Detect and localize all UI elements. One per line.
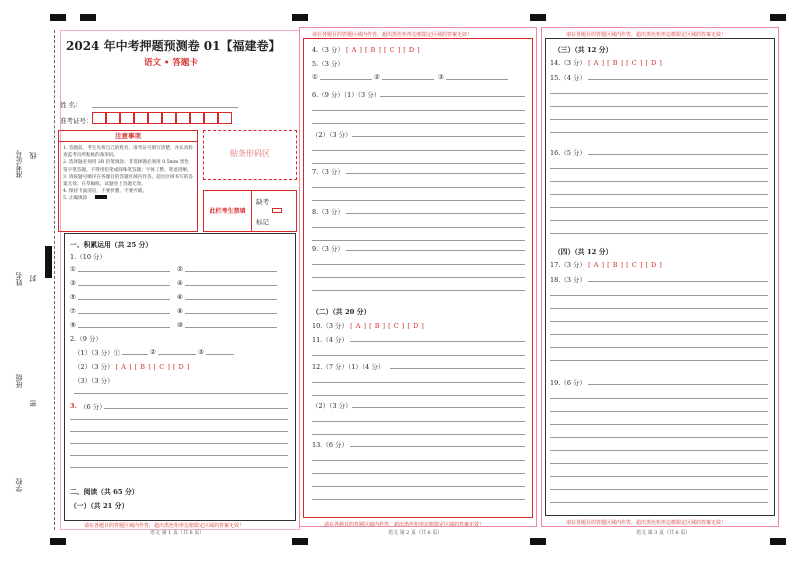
question-label: 5.（3 分） [312,60,344,68]
question-label: ① [312,73,318,81]
question-label: ③ [438,73,444,81]
exam-no-label: 准考证号： [60,117,93,125]
timing-mark [45,262,52,278]
timing-mark [530,538,546,545]
notes-title: 注意事项 [59,131,197,142]
question-number: 3. [70,402,77,410]
question-label: 10.（3 分） [ A ] [ B ] [ C ] [ D ] [312,322,425,330]
question-label: 4.（3 分） [ A ] [ B ] [ C ] [ D ] [312,46,421,54]
question-label: 18.（3 分） [550,276,587,284]
question-label: （2）（3 分） [312,402,352,410]
question-label: （1）（3 分）① [74,349,121,357]
sidebar-name: 姓名 [15,272,23,286]
note-item: 4. 保持卡面清洁，不要折叠、不要弄破。 [63,189,147,195]
warning-text: 请在各题目的答题区域内作答，超出黑色矩形边框限定区域的答案无效！ [566,32,727,38]
question-label: 2.（9 分） [70,335,102,343]
page3-frame [541,27,779,527]
question-label: 7.（3 分） [312,168,344,176]
note-item: 5. 正确填涂 [63,195,193,202]
question-label: （2）（3 分） [ A ] [ B ] [ C ] [ D ] [74,363,190,371]
warning-text: 请在各题目的答题区域内作答，超出黑色矩形边框限定区域的答案无效！ [312,32,473,38]
absent-label: 此栏考生禁填 [204,191,252,231]
question-label: 14.（3 分） [ A ] [ B ] [ C ] [ D ] [550,59,663,67]
barcode-label: 贴条形码区 [230,149,270,158]
page-subtitle: 语文 • 答题卡 [144,58,198,68]
note-item: 2. 选择题必须用 2B 铅笔填涂；非选择题必须用 0.5mm 黑色签字笔答题，不得用铅笔或圆珠笔答题；字体工整、笔迹清晰。 [63,160,192,173]
timing-mark [530,14,546,21]
question-label: 19.（6 分） [550,379,587,387]
timing-mark [292,14,308,21]
timing-mark [770,14,786,21]
question-label: 8.（3 分） [312,208,344,216]
timing-mark [80,14,96,21]
section-heading: （一）（共 21 分） [70,502,129,510]
warning-text: 请在各题目的答题区域内作答，超出黑色矩形边框限定区域的答案无效！ [324,522,485,528]
sidebar-exam-no: 准考证号 [15,150,23,178]
timing-mark [45,246,52,262]
sidebar-secret: 密 [29,400,37,407]
question-label: 12.（7 分）（1）（4 分） [312,363,385,371]
choice-options[interactable]: [ A ] [ B ] [ C ] [ D ] [345,46,421,54]
sidebar-seal: 封 [29,275,37,282]
question-label: （3）（3 分） [74,377,114,385]
binding-line [54,30,55,530]
section-heading: （三）（共 12 分） [554,46,613,54]
page-footer: 语文 第 3 页（共 6 页） [636,530,691,536]
page2-frame [299,27,537,527]
page-footer: 语文 第 2 页（共 6 页） [388,530,443,536]
question-label: 15.（4 分） [550,74,587,82]
timing-mark [770,538,786,545]
question-label: （2）（3 分） [312,131,352,139]
timing-mark [50,14,66,21]
question-label: 11.（4 分） [312,336,349,344]
choice-options[interactable]: [ A ] [ B ] [ C ] [ D ] [350,322,425,330]
question-label: 17.（3 分） [ A ] [ B ] [ C ] [ D ] [550,261,663,269]
question-label: 13.（6 分） [312,441,349,449]
sidebar-line: 线 [29,152,37,159]
page-title: 2024 年中考押题预测卷 01【福建卷】 [66,39,281,53]
choice-options[interactable]: [ A ] [ B ] [ C ] [ D ] [588,261,663,269]
section-heading: （四）（共 12 分） [554,248,613,256]
question-label: 9.（3 分） [312,245,344,253]
note-item: 1. 答题前，考生先将自己的姓名，准考证号填写清楚，并认真检查监考员所粘贴的条形码。 [63,146,193,159]
warning-text: 请在各题目的答题区域内作答，超出黑色矩形边框限定区域的答案无效！ [84,523,245,529]
absent-bottom: 标记 [256,218,269,226]
warning-text: 请在各题目的答题区域内作答，超出黑色矩形边框限定区域的答案无效！ [566,520,727,526]
timing-mark [292,538,308,545]
section-heading: 二、阅读（共 65 分） [70,488,139,496]
question-label: 16.（5 分） [550,149,587,157]
question-label: ③ [198,348,204,356]
timing-mark [50,538,66,545]
question-label: （6 分） [80,403,106,411]
page-footer: 语文 第 1 页（共 6 页） [150,530,205,536]
absent-top: 缺考 [256,198,269,206]
question-label: ② [374,73,380,81]
question-label: 6.（9 分）（1）（3 分） [312,91,381,99]
question-label: ② [150,348,156,356]
choice-options[interactable]: [ A ] [ B ] [ C ] [ D ] [588,59,663,67]
page1-frame [60,30,300,530]
note-item: 3. 请按题号顺序在各题目的答题区域内作答，超出区域书写的答案无效；在草稿纸、试题卷上答题无效。 [63,174,193,188]
question-label: 1.（10 分） [70,253,107,261]
sidebar-school: 学校 [15,478,23,492]
section-heading: （二）（共 20 分） [312,308,371,316]
sidebar-class: 班级 [15,374,23,388]
choice-options[interactable]: [ A ] [ B ] [ C ] [ D ] [115,363,190,371]
name-label: 姓 名： [60,101,82,109]
section-heading: 一、积累运用（共 25 分） [70,241,153,249]
